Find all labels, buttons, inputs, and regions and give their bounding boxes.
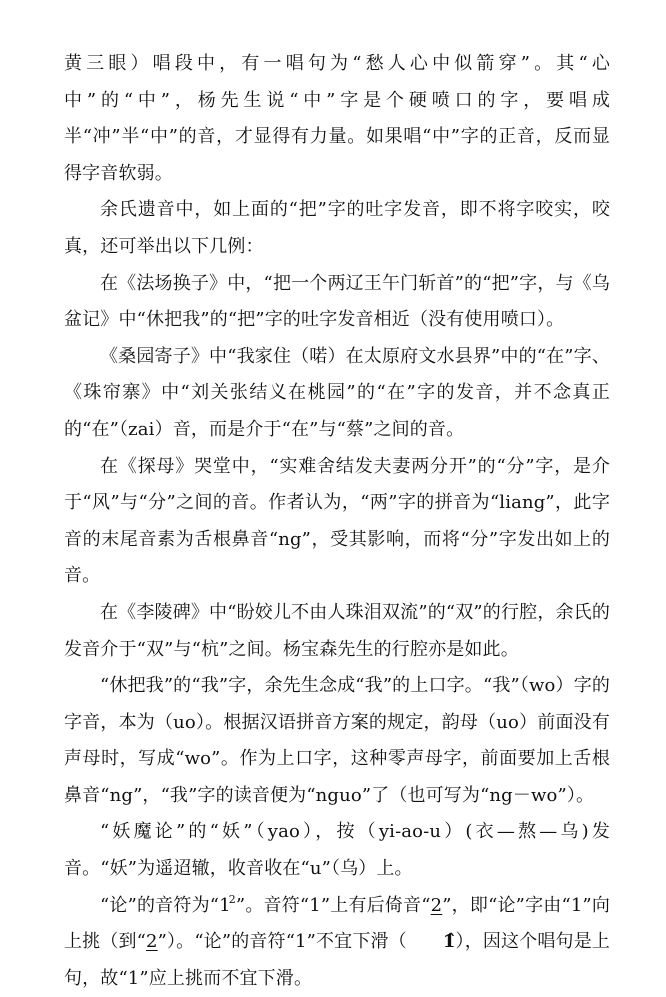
paragraph-8: “妖魔论”的“妖”（yao），按（yi-ao-u）(衣—熬—乌)发音。“妖”为遥迢辙，收音收在“u”（乌）上。 <box>64 821 610 880</box>
text-run: ”，即“论”字由“1”向上挑（到“ <box>64 894 610 953</box>
text-run: “论”的音符为“1 <box>100 894 231 916</box>
paragraph-6: 在《李陵碑》中“盼姣儿不由人珠泪双流”的“双”的行腔，余氏的发音介于“双”与“杭”之间。杨宝森先生的行腔亦是如此。 <box>64 601 610 660</box>
text-run: ），因这个唱句是上句，故“1”应上挑而不宜下滑。 <box>64 931 611 989</box>
paragraph-9 <box>64 888 610 997</box>
underlined-note: 2 <box>146 931 158 953</box>
underlined-note: 2 <box>430 894 443 916</box>
paragraph-1: 黄三眼）唱段中，有一唱句为“愁人心中似箭穿”。其“心中”的“中”，杨先生说“中”字是个硬喷口的字，要唱成半“冲”半“中”的音，才显得有力量。如果唱“中”字的正音，反而显得字音软弱。 <box>64 53 610 184</box>
grace-note-superscript: 2 <box>228 892 236 906</box>
paragraph-4: 《桑园寄子》中“我家住（喏）在太原府文水县界”中的“在”字、《珠帘寨》中“刘关张结义在桃园”的“在”字的发音，并不念真正的“在”（zai）音，而是介于“在”与“蔡”之间的音。 <box>64 345 610 440</box>
paragraph-5: 在《探母》哭堂中，“实难舍结发夫妻两分开”的“分”字，是介于“风”与“分”之间的音。作者认为，“两”字的拼音为“liang”，此字音的末尾音素为舌根鼻音“ng”，受其影响，而将“分”字发出如上的音。 <box>64 455 610 587</box>
text-run: ”）。“论”的音符“1”不宜下滑（ <box>157 931 407 953</box>
paragraph-3: 在《法场换子》中，“把一个两辽王午门斩首”的“把”字，与《乌盆记》中“休把我”的“把”字的吐字发音相近（没有使用喷口）。 <box>64 272 610 331</box>
text-run: ”。音符“1”上有后倚音“ <box>235 894 431 916</box>
paragraph-2: 余氏遗音中，如上面的“把”字的吐字发音，即不将字咬实，咬真，还可举出以下几例： <box>64 199 610 257</box>
paragraph-7: “休把我”的“我”字，余先生念成“我”的上口字。“我”（wo）字的字音，本为（uo）。根据汉语拼音方案的规定，韵母（uo）前面没有声母时，写成“wo”。作为上口字，这种零声母字，前面要加上舌根鼻音“ng”，“我”字的读音便为“nguo”了（也可写为“ng－wo”）。 <box>64 675 610 806</box>
slide-note-symbol: 1̂ <box>442 931 456 953</box>
